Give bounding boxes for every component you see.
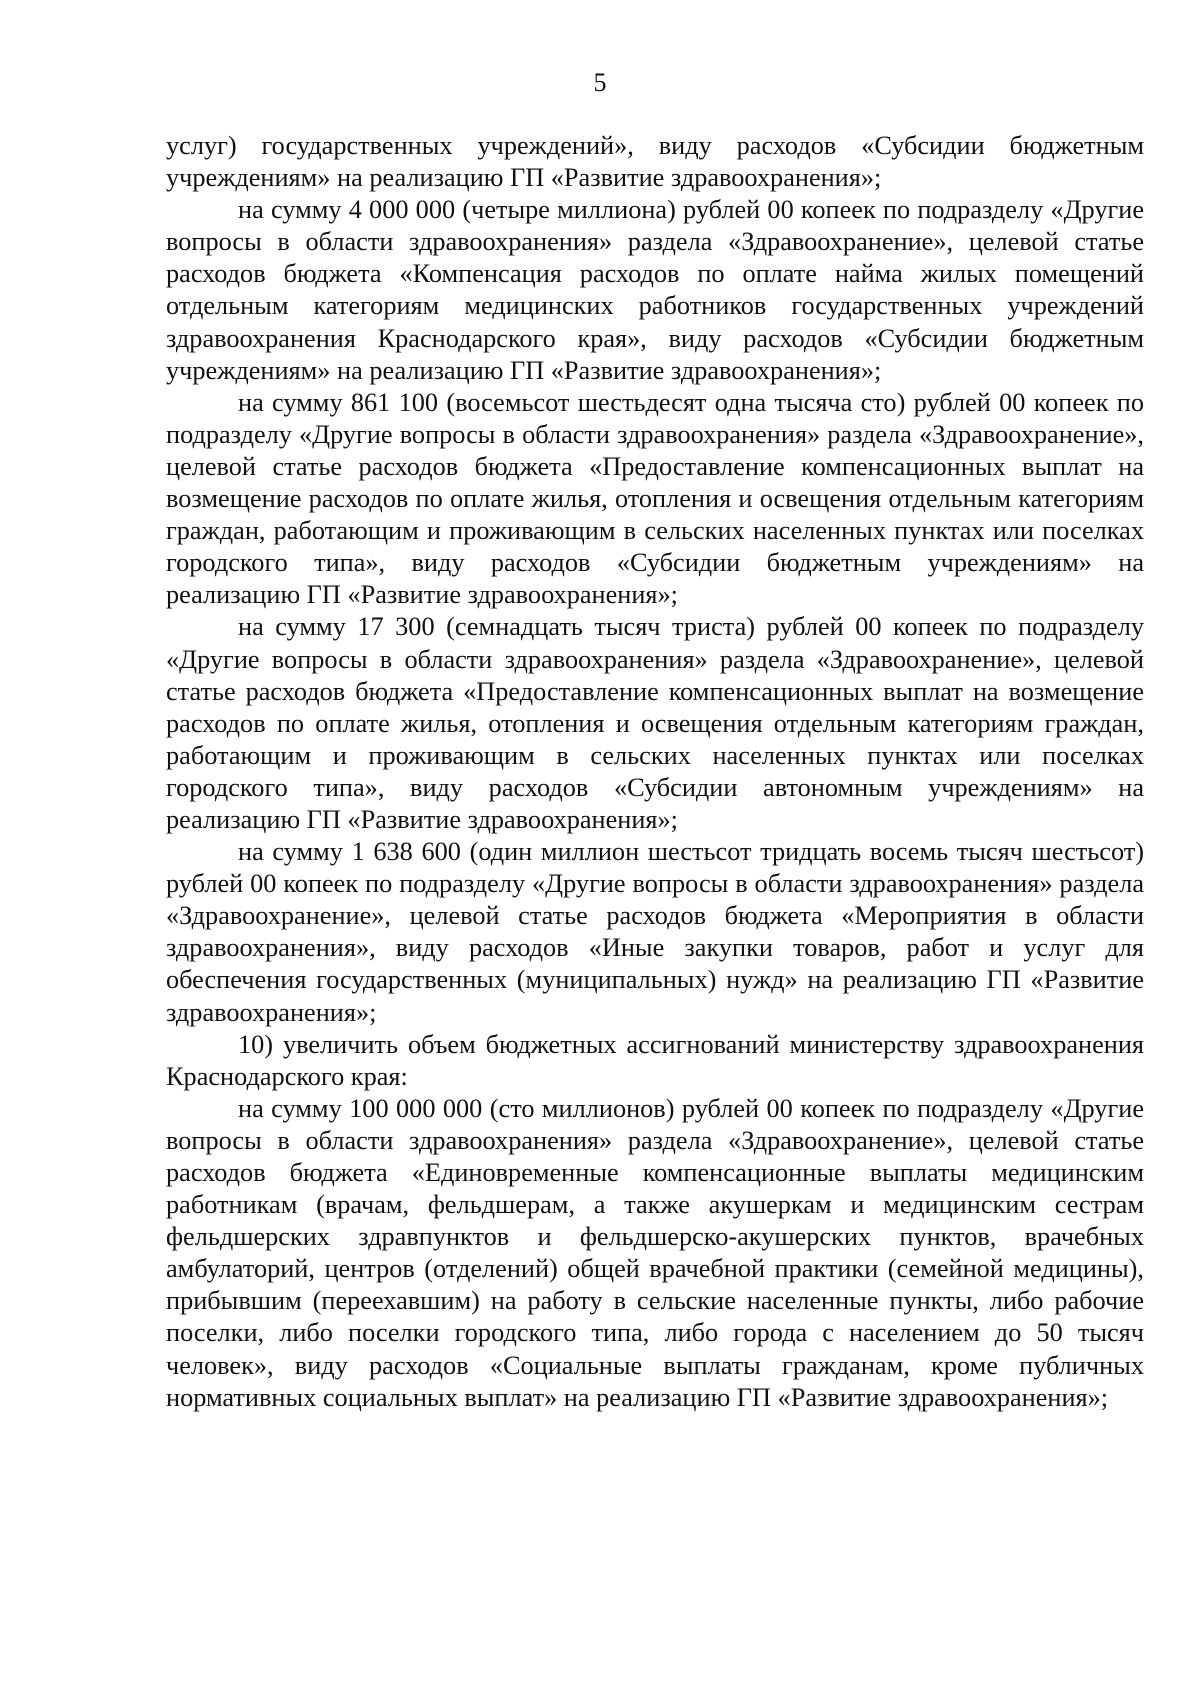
paragraph-sum-1638600: на сумму 1 638 600 (один миллион шестьсот тридцать восемь тысяч шестьсот) рублей 00 копеек по подразделу «Другие вопросы в области здравоохранения» раздела «Здравоохранение», целевой статье расходов бюджета «Мероприятия в области здравоохранения», виду расходов «Иные закупки товаров, работ и услуг для обеспечения государственных (муниципальных) нужд» на реализацию ГП «Развитие здравоохранения»; — [166, 837, 1144, 1027]
paragraph-continuation: услуг) государственных учреждений», виду расходов «Субсидии бюджетным учреждениям» на реализацию ГП «Развитие здравоохранения»; — [166, 131, 1144, 193]
paragraph-sum-861100: на сумму 861 100 (восемьсот шестьдесят одна тысяча сто) рублей 00 копеек по подразделу «Другие вопросы в области здравоохранения» раздела «Здравоохранение», целевой статье расходов бюджета «Предоставление компенсационных выплат на возмещение расходов по оплате жилья, отопления и освещения отдельным категориям граждан, работающим и проживающим в сельских населенных пунктах или поселках городского типа», виду расходов «Субсидии бюджетным учреждениям» на реализацию ГП «Развитие здравоохранения»; — [166, 387, 1144, 610]
paragraph-item-10: 10) увеличить объем бюджетных ассигнований министерству здравоохранения Краснодарского края: — [166, 1029, 1144, 1091]
paragraph-sum-100000000: на сумму 100 000 000 (сто миллионов) рублей 00 копеек по подразделу «Другие вопросы в области здравоохранения» раздела «Здравоохранение», целевой статье расходов бюджета «Единовременные компенсационные выплаты медицинским работникам (врачам, фельдшерам, а также акушеркам и медицинским сестрам фельдшерских здравпунктов и фельдшерско-акушерских пунктов, врачебных амбулаторий, центров (отделений) общей врачебной практики (семейной медицины), прибывшим (переехавшим) на работу в сельские населенные пункты, либо рабочие поселки, либо поселки городского типа, либо города с населением до 50 тысяч человек», виду расходов «Социальные выплаты гражданам, кроме публичных нормативных социальных выплат» на реализацию ГП «Развитие здравоохранения»; — [166, 1093, 1144, 1412]
paragraph-sum-4000000: на сумму 4 000 000 (четыре миллиона) рублей 00 копеек по подразделу «Другие вопросы в области здравоохранения» раздела «Здравоохранение», целевой статье расходов бюджета «Компенсация расходов по оплате найма жилых помещений отдельным категориям медицинских работников государственных учреждений здравоохранения Краснодарского края», виду расходов «Субсидии бюджетным учреждениям» на реализацию ГП «Развитие здравоохранения»; — [166, 195, 1144, 385]
paragraph-sum-17300: на сумму 17 300 (семнадцать тысяч триста) рублей 00 копеек по подразделу «Другие вопросы в области здравоохранения» раздела «Здравоохранение», целевой статье расходов бюджета «Предоставление компенсационных выплат на возмещение расходов по оплате жилья, отопления и освещения отдельным категориям граждан, работающим и проживающим в сельских населенных пунктах или поселках городского типа», виду расходов «Субсидии автономным учреждениям» на реализацию ГП «Развитие здравоохранения»; — [166, 612, 1144, 834]
document-body — [166, 130, 1144, 1414]
page-number: 5 — [593, 68, 607, 97]
